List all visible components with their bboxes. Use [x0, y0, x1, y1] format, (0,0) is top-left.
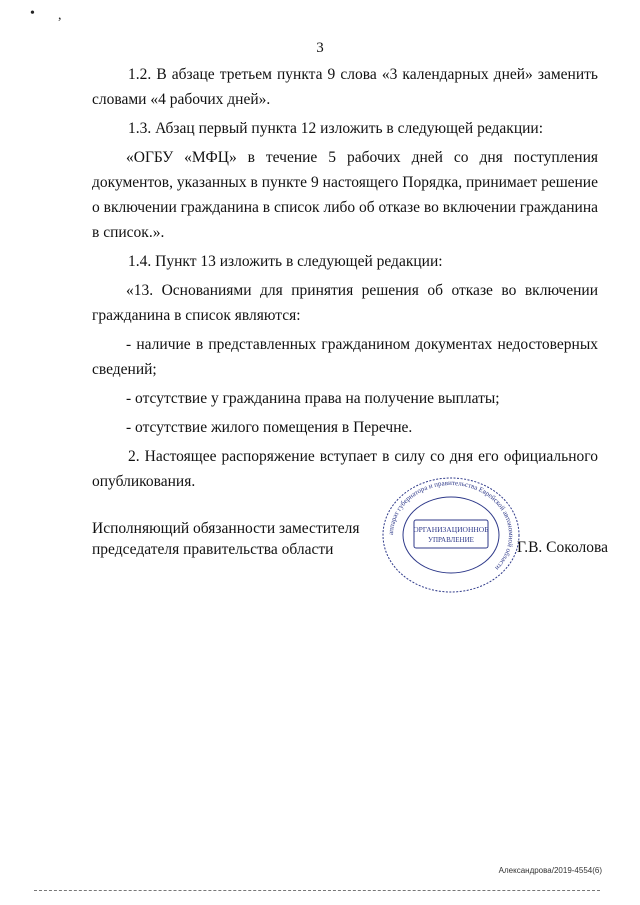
- quoted-paragraph: «13. Основаниями для принятия решения об отказе во включении гражданина в список являются:: [92, 282, 598, 324]
- page-number: 3: [316, 40, 324, 56]
- document-body: [92, 62, 598, 498]
- paragraph: 2. Настоящее распоряжение вступает в силу со дня его официального опубликования.: [92, 448, 598, 490]
- paragraph: 1.2. В абзаце третьем пункта 9 слова «3 календарных дней» заменить словами «4 рабочих дней».: [92, 66, 598, 108]
- stamp-center-line: УПРАВЛЕНИЕ: [428, 536, 474, 544]
- official-stamp: [380, 476, 522, 594]
- paragraph: 1.4. Пункт 13 изложить в следующей редакции:: [128, 253, 443, 270]
- signature-block: [92, 518, 360, 560]
- scan-speck: ,: [58, 8, 62, 23]
- scan-speck: •: [30, 6, 35, 21]
- signer-position-line: председателя правительства области: [92, 541, 334, 558]
- document-code: Александрова/2019-4554(6): [498, 866, 602, 875]
- signer-position-line: Исполняющий обязанности заместителя: [92, 520, 360, 537]
- signer-name: Г.В. Соколова: [517, 539, 609, 556]
- list-item: - наличие в представленных гражданином документах недостоверных сведений;: [92, 336, 598, 378]
- list-item: - отсутствие жилого помещения в Перечне.: [126, 419, 413, 436]
- stamp-ring-text: аппарат губернатора и правительства Еврейской автономной области: [386, 478, 516, 573]
- list-item: - отсутствие у гражданина права на получение выплаты;: [126, 390, 500, 407]
- stamp-center-line: ОРГАНИЗАЦИОННОЕ: [413, 525, 489, 534]
- quoted-paragraph: «ОГБУ «МФЦ» в течение 5 рабочих дней со дня поступления документов, указанных в пункте 9 настоящего Порядка, принимает решение о включении гражданина в список либо об отказе во включении гражданина в список.».: [92, 149, 598, 241]
- paragraph: 1.3. Абзац первый пункта 12 изложить в следующей редакции:: [128, 120, 544, 137]
- scan-edge-line: [34, 890, 600, 892]
